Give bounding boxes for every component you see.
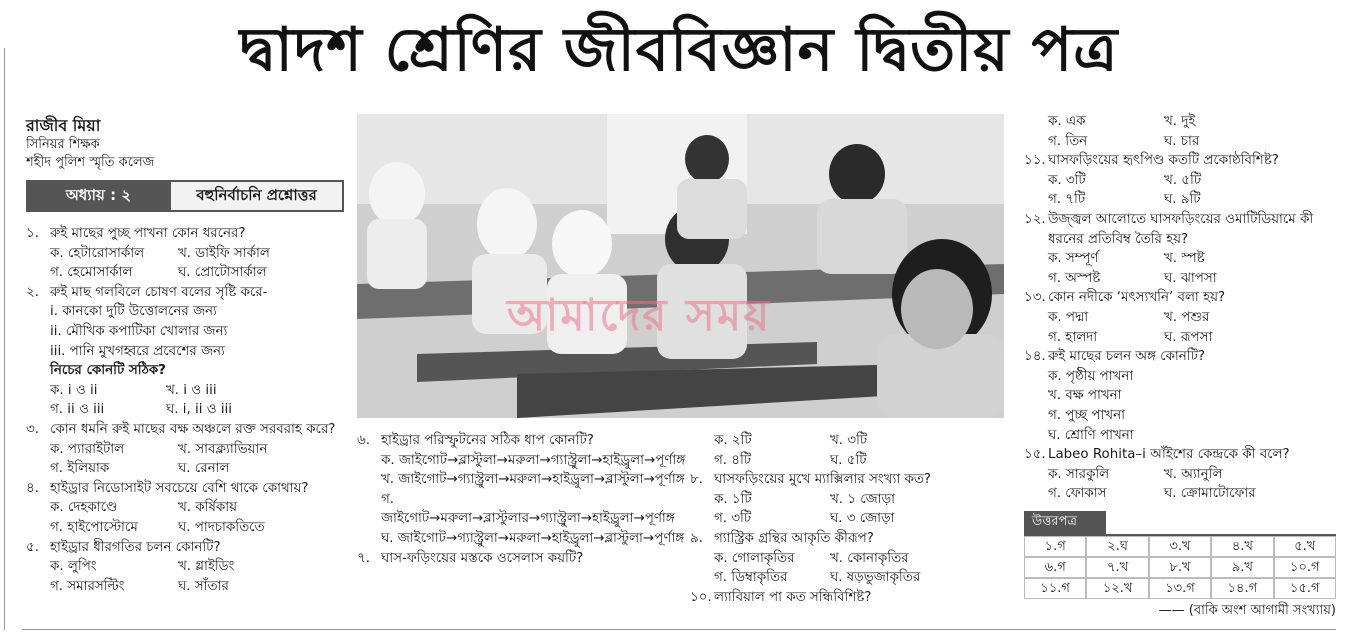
option: ঘ. পাদচাকতিতে	[178, 519, 265, 535]
question-3	[26, 420, 344, 479]
option: ঘ. ষড়ভুজাকৃতির	[830, 570, 921, 586]
option: ঘ. প্রোটোসার্কাল	[178, 265, 267, 281]
option: গ. জাইগোট→মরুলা→ব্লাস্টুলার→গ্যাস্ট্রুলা→হাইড্রুলা→পূর্ণাঙ্গ	[381, 491, 675, 527]
column-2	[357, 431, 689, 568]
newspaper-watermark: আমাদের সময়	[507, 290, 772, 341]
question-9	[690, 529, 1020, 588]
author-designation: সিনিয়র শিক্ষক	[26, 137, 100, 152]
option: গ. ৪টি	[714, 452, 752, 468]
answer-cell: ১৩.গ	[1149, 578, 1211, 599]
option: গ. ডিম্বাকৃতির	[714, 570, 788, 586]
left-column-rule	[4, 48, 5, 630]
question-14	[1024, 347, 1342, 445]
option: গ. ৩টি	[714, 511, 752, 527]
option: গ. অস্পষ্ট	[1048, 270, 1101, 286]
option: ক. দেহকাণ্ডে	[50, 500, 118, 516]
option: গ. ফোকাস	[1048, 486, 1107, 502]
option: খ. ১ জোড়া	[830, 491, 895, 507]
option: খ. দুই	[1164, 114, 1196, 129]
question-text: হাইড্রার পরিস্ফুটনের সঠিক ধাপ কোনটি?	[381, 433, 594, 448]
column-4	[1024, 112, 1342, 504]
answer-cell: ৬.গ	[1024, 557, 1086, 578]
chapter-label: অধ্যায় : ২	[26, 180, 171, 212]
option: ক. গোলাকৃতির	[714, 550, 795, 566]
option: ক. ৩টি	[1048, 172, 1086, 188]
answer-key	[1024, 510, 1336, 599]
option: ক. জাইগোট→ব্লাস্টুলা→মরুলা→গ্যাস্ট্রুলা→হাইড্রুলা→পূর্ণাঙ্গ	[381, 452, 686, 468]
question-text: রুই মাছ গলবিলে চোষণ বলের সৃষ্টি করে-	[50, 284, 268, 300]
question-prompt: নিচের কোনটি সঠিক?	[50, 363, 166, 379]
question-12	[1024, 210, 1342, 288]
question-number: ৮.	[690, 472, 703, 488]
page-headline: দ্বাদশ শ্রেণির জীববিজ্ঞান দ্বিতীয় পত্র	[239, 15, 1119, 85]
question-11	[1024, 151, 1342, 210]
question-1	[26, 224, 344, 283]
option: ক. ১টি	[714, 491, 752, 507]
option: ঘ. ৩ জোড়া	[830, 511, 895, 527]
option: ঘ. ৫টি	[830, 452, 867, 468]
exam-hall-illustration	[357, 114, 1004, 418]
option: ক. i ও ii	[50, 382, 98, 398]
option: ঘ. সাঁতার	[178, 578, 229, 594]
option: গ. পুচ্ছ পাখনা	[1048, 407, 1125, 423]
question-15	[1024, 445, 1342, 504]
answer-key-grid	[1024, 534, 1336, 599]
answer-cell: ১৪.গ	[1211, 578, 1273, 599]
question-text: রুই মাছের পুচ্ছ পাখনা কোন ধরনের?	[50, 226, 246, 241]
answer-key-title: উত্তরপত্র	[1024, 511, 1106, 534]
option: ঘ. ঝাপসা	[1164, 270, 1217, 286]
option: খ. জাইগোট→গ্যাস্ট্রুলা→মরুলা→হাইড্রুলা→ব্লাস্টুলা→পূর্ণাঙ্গ	[381, 472, 685, 488]
author-name: রাজীব মিয়া	[26, 116, 101, 135]
question-2	[26, 283, 344, 420]
question-text: কোন ধমনি রুই মাছের বক্ষ অঞ্চলে রক্ত সরবরাহ করে?	[50, 421, 336, 437]
option: ঘ. ক্রোমাটোফোর	[1164, 486, 1256, 502]
question-number: ৭.	[357, 550, 370, 566]
option: ক. প্যারাইটাল	[50, 441, 125, 457]
option: গ. হালদা	[1048, 329, 1098, 345]
option: খ. গ্লাইডিং	[178, 559, 235, 575]
option: খ. ডাইফি সার্কাল	[178, 245, 270, 261]
question-text: ঘাসফড়িংয়ের মুখে ম্যাক্সিলার সংখ্যা কত?	[714, 472, 932, 488]
watermark-tagline	[847, 400, 850, 409]
answer-cell: ১৫.গ	[1274, 578, 1336, 599]
question-5	[26, 538, 344, 597]
option: ঘ. রেনাল	[178, 461, 230, 477]
option: খ. বক্ষ পাখনা	[1048, 388, 1122, 404]
question-number: ৩.	[26, 421, 39, 437]
question-text: ঘাস-ফড়িংয়ের মস্তকে ওসেলাস কয়টি?	[381, 550, 584, 566]
question-number: ১১.	[1024, 153, 1046, 169]
option: ক. লুপিং	[50, 559, 97, 575]
option: ঘ. ৯টি	[1164, 192, 1201, 208]
option: খ. সাবক্ল্যাভিয়ান	[178, 441, 268, 457]
answer-cell: ৪.খ	[1211, 536, 1273, 557]
option: ঘ. শ্রোণি পাখনা	[1048, 427, 1134, 443]
bottom-rule	[22, 629, 1336, 630]
option: ক. এক	[1048, 114, 1086, 129]
option: গ. ইলিয়াক	[50, 461, 110, 477]
question-8	[690, 470, 1020, 529]
question-6	[357, 431, 689, 549]
option: গ. ii ও iii	[50, 402, 105, 418]
answer-cell: ১১.গ	[1024, 578, 1086, 599]
answer-cell: ৫.খ	[1274, 536, 1336, 557]
option: ক. সারকুলি	[1048, 466, 1110, 482]
option: খ. ৩টি	[830, 433, 868, 448]
option: ক. পৃষ্ঠীয় পাখনা	[1048, 368, 1134, 384]
question-text: ল্যাবিয়াল পা কত সন্ধিবিশিষ্ট?	[714, 589, 872, 605]
column-1	[26, 116, 344, 596]
question-number: ৬.	[357, 433, 370, 448]
question-text: রুই মাছের চলন অঙ্গ কোনটি?	[1048, 349, 1206, 365]
option: গ. হাইপোস্টোমে	[50, 519, 138, 535]
option: ঘ. i, ii ও iii	[166, 402, 232, 418]
option: খ. কর্ষিকায়	[178, 500, 238, 516]
chapter-topic: বহুনির্বাচনি প্রশ্নোত্তর	[171, 180, 344, 212]
question-text: হাইড্রার ধীরগতির চলন কোনটি?	[50, 539, 221, 555]
option: খ. স্পষ্ট	[1164, 251, 1205, 267]
option: খ. অ্যানুলি	[1164, 466, 1223, 482]
answer-cell: ৯.খ	[1211, 557, 1273, 578]
question-number: ১৩.	[1024, 290, 1046, 306]
option: ক. হেটারোসার্কাল	[50, 245, 145, 261]
question-text: গ্যাস্ট্রিক গ্রন্থির আকৃতি কীরূপ?	[714, 530, 874, 546]
option: খ. পশুর	[1164, 309, 1210, 325]
answer-cell: ১০.গ	[1274, 557, 1336, 578]
question-13	[1024, 288, 1342, 347]
continued-note: —— (বাকি অংশ আগামী সংখ্যায়)	[1158, 603, 1336, 618]
question-text: হাইড্রার নিডোসাইট সবচেয়ে বেশি থাকে কোথায়?	[50, 480, 309, 496]
question-number: ৫.	[26, 539, 39, 555]
question-number: ১৫.	[1024, 447, 1046, 463]
question-text: Labeo Rohita–i আঁইশের কেন্দ্রকে কী বলে?	[1048, 447, 1290, 463]
statement: ii. মৌখিক কপাটিকা খোলার জন্য	[50, 323, 228, 339]
statement: iii. পানি মুখগহ্বরে প্রবেশের জন্য	[50, 343, 225, 359]
question-number: ১৪.	[1024, 349, 1046, 365]
statement: i. কানকো দুটি উত্তোলনের জন্য	[50, 304, 217, 320]
answer-cell: ১.গ	[1024, 536, 1086, 557]
question-10-options	[1024, 112, 1342, 151]
question-number: ১২.	[1024, 211, 1046, 227]
question-text: কোন নদীকে ‘মৎস্যখনি’ বলা হয়?	[1048, 290, 1226, 306]
question-number: ৪.	[26, 480, 39, 496]
question-4	[26, 479, 344, 538]
option: ক. সম্পূর্ণ	[1048, 251, 1099, 267]
option: খ. ৫টি	[1164, 172, 1202, 188]
question-text: ঘাসফড়িংয়ের হৃৎপিণ্ড কতটি প্রকোষ্ঠবিশিষ্ট?	[1048, 153, 1279, 169]
option: ক. ২টি	[714, 433, 752, 448]
column-3	[690, 431, 1020, 607]
option: গ. ৭টি	[1048, 192, 1086, 208]
question-10	[690, 588, 1020, 608]
option: ক. পদ্মা	[1048, 309, 1089, 325]
answer-cell: ৩.খ	[1149, 536, 1211, 557]
option: খ. কোনাকৃতির	[830, 550, 909, 566]
option: গ. সমারসল্টিং	[50, 578, 125, 594]
answer-cell: ৮.খ	[1149, 557, 1211, 578]
chapter-banner	[26, 180, 344, 212]
option: গ. হেমোসার্কাল	[50, 265, 133, 281]
author-institution: শহীদ পুলিশ স্মৃতি কলেজ	[26, 155, 155, 170]
question-number: ১০.	[690, 589, 712, 605]
exam-hall-photo	[357, 114, 1004, 418]
question-7	[357, 549, 689, 569]
answer-cell: ২.ঘ	[1086, 536, 1148, 557]
question-text: উজ্জ্বল আলোতে ঘাসফড়িংয়ের ওমাটিডিয়ামে কী ধরনের প্রতিবিম্ব তৈরি হয়?	[1048, 211, 1314, 247]
option: ঘ. রূপসা	[1164, 329, 1213, 345]
option: গ. তিন	[1048, 133, 1088, 149]
question-number: ২.	[26, 284, 39, 300]
answer-cell: ১২.খ	[1086, 578, 1148, 599]
answer-cell: ৭.খ	[1086, 557, 1148, 578]
question-number: ১.	[26, 226, 39, 241]
option: ঘ. জাইগোট→গ্যাস্ট্রুলা→মরুলা→হাইড্রুলা→ব্লাস্টুলা→পূর্ণাঙ্গ	[381, 530, 685, 546]
option: খ. i ও iii	[166, 382, 217, 398]
question-number: ৯.	[690, 530, 703, 546]
question-7-options	[690, 431, 1020, 470]
option: ঘ. চার	[1164, 133, 1200, 149]
